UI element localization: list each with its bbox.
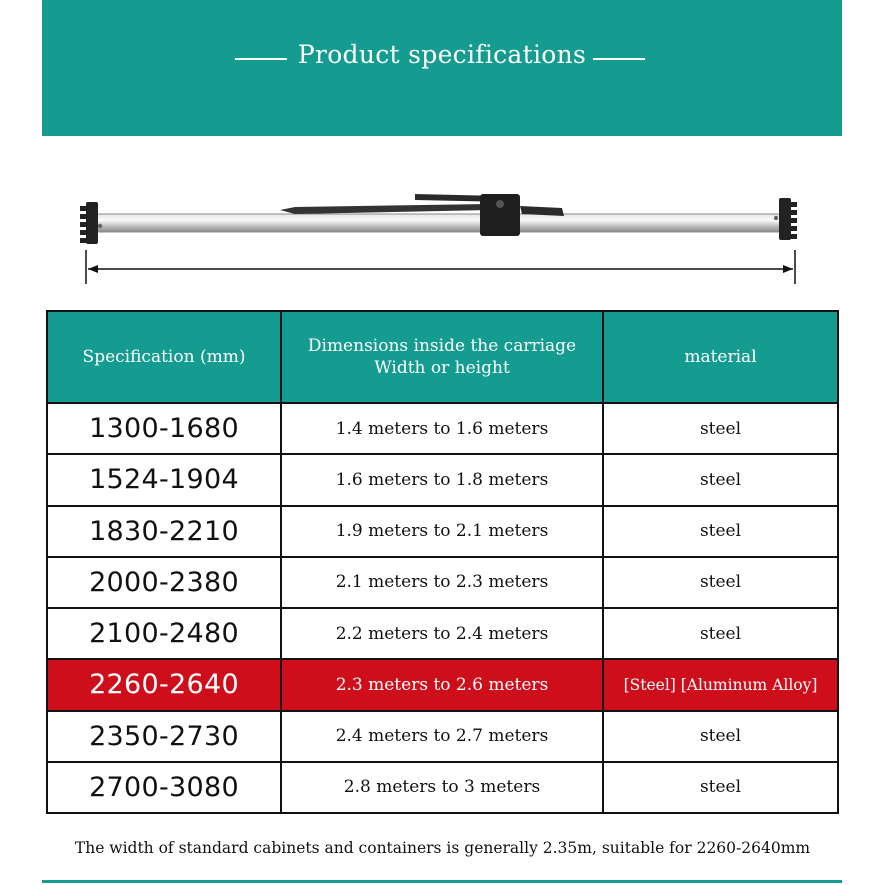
dimensions-cell: 2.3 meters to 2.6 meters (281, 659, 603, 710)
material-cell: steel (603, 762, 838, 813)
header-line-right (593, 58, 645, 60)
dimensions-cell: 2.1 meters to 2.3 meters (281, 557, 603, 608)
spec-cell: 2350-2730 (47, 711, 281, 762)
dimensions-header-line2: Width or height (374, 358, 510, 378)
spec-cell: 1524-1904 (47, 454, 281, 505)
column-header-specification: Specification (mm) (47, 311, 281, 403)
dimension-arrow (86, 250, 795, 284)
column-header-material: material (603, 311, 838, 403)
material-cell: steel (603, 608, 838, 659)
dimensions-cell: 2.8 meters to 3 meters (281, 762, 603, 813)
material-cell: steel (603, 557, 838, 608)
page-title: Product specifications (297, 40, 587, 69)
table-row (47, 762, 838, 813)
header-banner (42, 0, 842, 136)
material-cell: steel (603, 506, 838, 557)
spec-cell: 1830-2210 (47, 506, 281, 557)
spec-cell: 2700-3080 (47, 762, 281, 813)
table-row (47, 403, 838, 454)
spec-cell: 2000-2380 (47, 557, 281, 608)
column-header-dimensions (281, 311, 603, 403)
dimensions-cell: 2.2 meters to 2.4 meters (281, 608, 603, 659)
dimensions-cell: 1.6 meters to 1.8 meters (281, 454, 603, 505)
bar-tube (96, 214, 781, 232)
spec-cell: 2260-2640 (47, 659, 281, 710)
spec-cell: 1300-1680 (47, 403, 281, 454)
table-row (47, 557, 838, 608)
table-row (47, 711, 838, 762)
dimensions-cell: 2.4 meters to 2.7 meters (281, 711, 603, 762)
dimensions-cell: 1.9 meters to 2.1 meters (281, 506, 603, 557)
cargo-bar-image (70, 180, 810, 290)
left-end-pad (80, 202, 98, 244)
dimensions-cell: 1.4 meters to 1.6 meters (281, 403, 603, 454)
right-end-pad (779, 198, 797, 240)
material-cell: steel (603, 403, 838, 454)
specification-table (46, 310, 839, 814)
material-cell: steel (603, 454, 838, 505)
spec-cell: 2100-2480 (47, 608, 281, 659)
table-row (47, 506, 838, 557)
table-row-highlighted (47, 659, 838, 710)
table-header-row (47, 311, 838, 403)
table-row (47, 454, 838, 505)
material-cell: steel (603, 711, 838, 762)
table-row (47, 608, 838, 659)
bottom-divider (42, 880, 842, 883)
footnote: The width of standard cabinets and containers is generally 2.35m, suitable for 2260-2640mm (74, 839, 811, 857)
dimensions-header-line1: Dimensions inside the carriage (307, 336, 577, 356)
material-cell: [Steel] [Aluminum Alloy] (603, 659, 838, 710)
